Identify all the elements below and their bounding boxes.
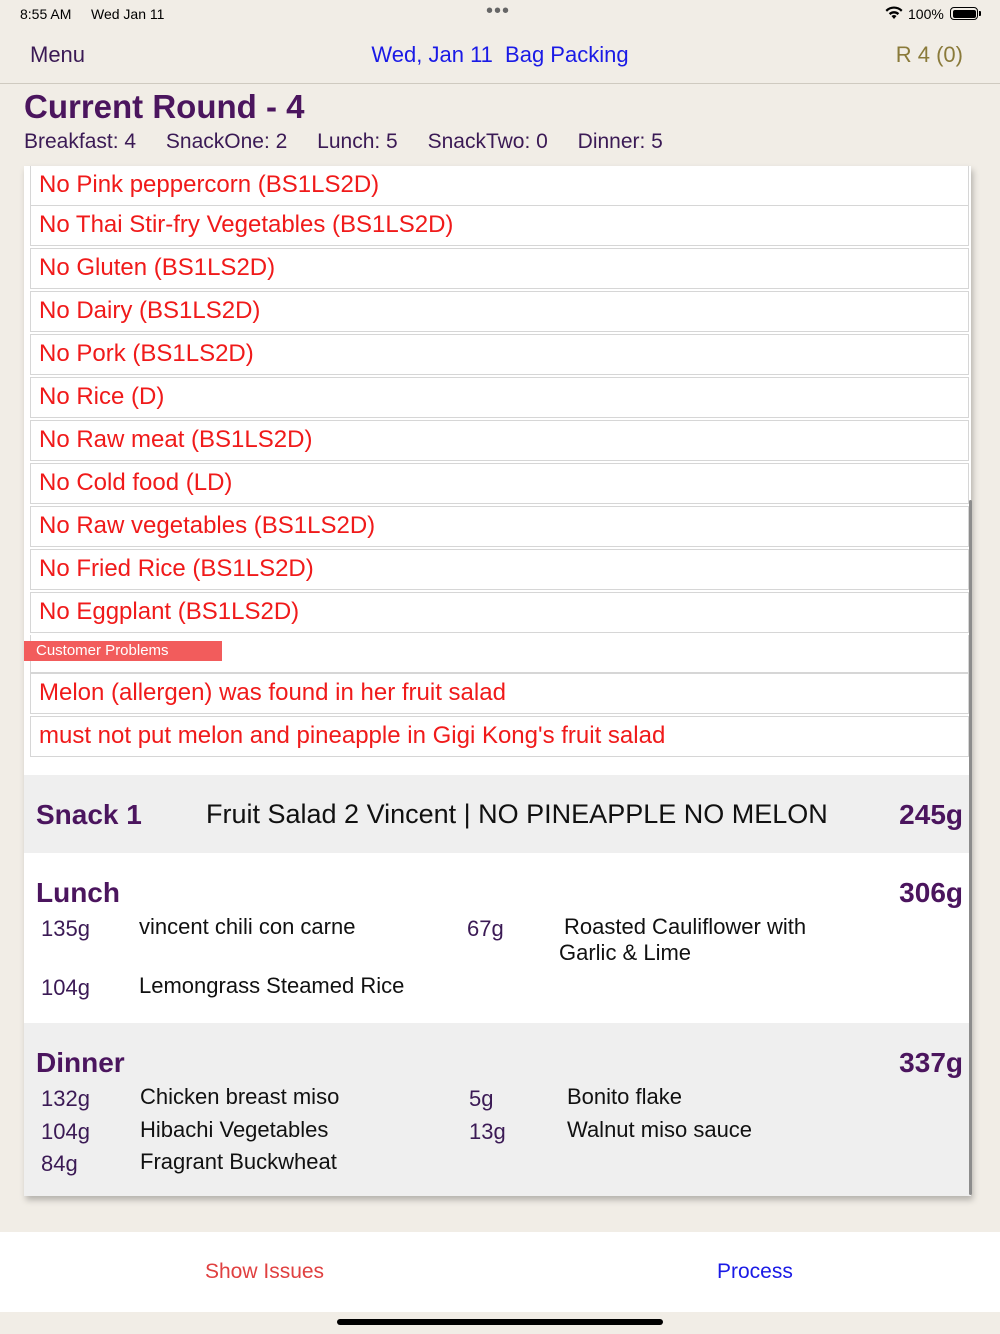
dinner-title: Dinner <box>36 1047 125 1078</box>
dinner-item-weight: 104g <box>41 1119 90 1144</box>
dinner-item-name: Hibachi Vegetables <box>140 1117 329 1142</box>
round-title: Current Round - 4 <box>24 88 305 125</box>
nav-bar <box>0 28 1000 84</box>
dinner-item-weight: 13g <box>469 1119 506 1144</box>
count-lunch: Lunch: 5 <box>317 130 398 153</box>
snack1-total: 245g <box>899 799 963 830</box>
dinner-item-weight: 84g <box>41 1151 78 1176</box>
restriction-row: No Raw meat (BS1LS2D) <box>30 420 969 461</box>
lunch-item-name: Roasted Cauliflower with Garlic & Lime <box>559 914 807 965</box>
count-snack-two: SnackTwo: 0 <box>427 130 548 153</box>
bottom-toolbar <box>0 1232 1000 1312</box>
lunch-item-weight: 67g <box>467 916 504 941</box>
process-button[interactable]: Process <box>717 1260 793 1283</box>
scrollbar[interactable] <box>969 500 972 1195</box>
show-issues-button[interactable]: Show Issues <box>205 1260 325 1283</box>
home-indicator[interactable] <box>337 1319 663 1325</box>
meal-counts <box>24 130 687 154</box>
dinner-item-weight: 5g <box>469 1086 494 1111</box>
nav-page-title: Bag Packing <box>505 42 629 67</box>
restriction-row: No Raw vegetables (BS1LS2D) <box>30 506 969 547</box>
battery-percent: 100% <box>908 6 944 22</box>
dinner-section <box>24 1023 971 1196</box>
dinner-item-name: Fragrant Buckwheat <box>140 1149 337 1174</box>
lunch-item-name: Lemongrass Steamed Rice <box>139 973 405 998</box>
battery-icon <box>950 7 978 20</box>
customer-problems-label: Customer Problems <box>24 641 222 661</box>
snack1-title: Snack 1 <box>36 799 142 830</box>
count-breakfast: Breakfast: 4 <box>24 130 137 153</box>
dinner-item-name: Bonito flake <box>567 1084 682 1109</box>
snack1-item: Fruit Salad 2 Vincent | NO PINEAPPLE NO MELON <box>206 799 828 829</box>
dinner-item-name: Chicken breast miso <box>140 1084 340 1109</box>
problem-row: Melon (allergen) was found in her fruit salad <box>30 673 969 714</box>
status-date: Wed Jan 11 <box>91 6 165 22</box>
problem-row: must not put melon and pineapple in Gigi Kong's fruit salad <box>30 716 969 757</box>
dinner-total: 337g <box>899 1047 963 1078</box>
menu-button[interactable]: Menu <box>30 42 86 67</box>
restriction-row: No Dairy (BS1LS2D) <box>30 291 969 332</box>
restriction-row: No Pink peppercorn (BS1LS2D) <box>30 166 969 206</box>
restriction-row: No Gluten (BS1LS2D) <box>30 248 969 289</box>
dinner-item-name: Walnut miso sauce <box>567 1117 753 1142</box>
nav-title <box>0 42 1000 68</box>
lunch-title: Lunch <box>36 877 120 908</box>
status-time: 8:55 AM <box>20 6 72 22</box>
count-dinner: Dinner: 5 <box>577 130 663 153</box>
dinner-item-weight: 132g <box>41 1086 90 1111</box>
multitasking-dots-icon[interactable]: ••• <box>486 0 511 22</box>
lunch-total: 306g <box>899 877 963 908</box>
status-bar <box>0 0 1000 28</box>
restriction-row: No Fried Rice (BS1LS2D) <box>30 549 969 590</box>
nav-date: Wed, Jan 11 <box>371 42 493 67</box>
lunch-item-name: vincent chili con carne <box>139 914 356 939</box>
restriction-row: No Pork (BS1LS2D) <box>30 334 969 375</box>
restriction-row: No Rice (D) <box>30 377 969 418</box>
restriction-row: No Thai Stir-fry Vegetables (BS1LS2D) <box>30 205 969 246</box>
lunch-item-weight: 135g <box>41 916 90 941</box>
order-detail-panel[interactable] <box>24 166 971 1196</box>
restriction-row: No Eggplant (BS1LS2D) <box>30 592 969 633</box>
lunch-section <box>24 853 971 1023</box>
count-snack-one: SnackOne: 2 <box>165 130 288 153</box>
lunch-item-weight: 104g <box>41 975 90 1000</box>
snack1-section <box>24 775 971 853</box>
restriction-row: No Cold food (LD) <box>30 463 969 504</box>
round-indicator-button[interactable]: R 4 (0) <box>895 42 963 67</box>
wifi-icon <box>884 6 904 20</box>
